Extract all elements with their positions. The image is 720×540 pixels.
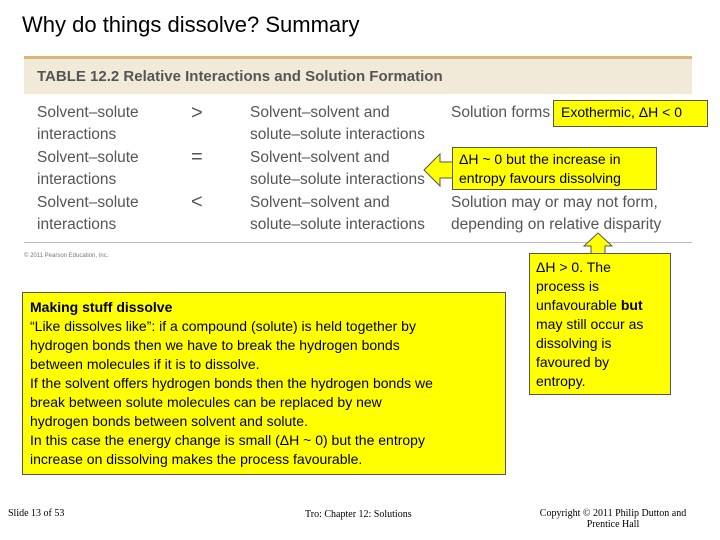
making-line3: between molecules if it is to dissolve. — [30, 356, 260, 372]
callout-positive-line2: process is — [536, 278, 600, 294]
callout-positive-line4: may still occur as — [536, 316, 644, 332]
table-header — [24, 56, 692, 94]
row1-symbol: > — [191, 102, 203, 124]
callout-positive-line1: ΔH > 0. The — [536, 259, 611, 275]
row2-mid-line1: Solvent–solvent and — [250, 149, 390, 166]
callout-positive-line5: dissolving is — [536, 335, 612, 351]
making-heading: Making stuff dissolve — [30, 299, 173, 315]
row3-symbol: < — [191, 191, 203, 213]
row3-result-line2: depending on relative disparity — [451, 216, 662, 233]
row1-mid-line1: Solvent–solvent and — [250, 104, 390, 121]
callout-positive-unfavourable: unfavourable — [536, 297, 617, 313]
row1-left — [37, 102, 139, 146]
row2-left-line1: Solvent–solute — [37, 149, 139, 166]
row1-mid-line2: solute–solute interactions — [250, 126, 425, 143]
row2-symbol: = — [191, 146, 203, 168]
row3-result — [451, 192, 661, 236]
making-line1: “Like dissolves like”: if a compound (solute) is held together by — [30, 318, 416, 334]
row3-left — [37, 192, 139, 236]
row2-left — [37, 147, 139, 191]
callout-positive-line6: favoured by — [536, 354, 610, 370]
row3-mid-line1: Solvent–solvent and — [250, 194, 390, 211]
row3-result-line1: Solution may or may not form, — [451, 194, 658, 211]
table-copyright: © 2011 Pearson Education, Inc. — [24, 253, 109, 259]
footer-chapter: Tro: Chapter 12: Solutions — [305, 509, 412, 520]
callout-zero — [452, 147, 657, 190]
row3-mid-line2: solute–solute interactions — [250, 216, 425, 233]
callout-zero-line1: ΔH ~ 0 but the increase in — [459, 151, 621, 167]
row1-mid — [250, 102, 425, 146]
row1-left-line1: Solvent–solute — [37, 104, 139, 121]
row2-mid-line2: solute–solute interactions — [250, 171, 425, 188]
callout-positive — [529, 253, 671, 395]
table-caption: TABLE 12.2 Relative Interactions and Solution Formation — [37, 68, 443, 85]
callout-positive-line7: entropy. — [536, 373, 586, 389]
making-line5: break between solute molecules can be replaced by new — [30, 394, 382, 410]
footer-copyright-line2: Prentice Hall — [586, 519, 640, 530]
callout-positive-but: but — [620, 297, 643, 313]
callout-zero-line2: entropy favours dissolving — [459, 170, 621, 186]
making-line7: In this case the energy change is small (ΔH ~ 0) but the entropy — [30, 432, 425, 448]
row3-left-line2: interactions — [37, 216, 117, 233]
footer-copyright — [538, 508, 688, 530]
row1-result: Solution forms — [451, 104, 551, 121]
making-line4: If the solvent offers hydrogen bonds then the hydrogen bonds we — [30, 375, 433, 391]
making-line8: increase on dissolving makes the process favourable. — [30, 451, 363, 467]
making-line6: hydrogen bonds between solvent and solute. — [30, 413, 308, 429]
making-dissolve-box — [22, 292, 506, 475]
slide-title: Why do things dissolve? Summary — [22, 12, 360, 37]
row1-left-line2: interactions — [37, 126, 117, 143]
callout-positive-line3 — [536, 296, 670, 315]
row3-left-line1: Solvent–solute — [37, 194, 139, 211]
callout-exothermic: Exothermic, ΔH < 0 — [553, 100, 708, 127]
making-line2: hydrogen bonds then we have to break the hydrogen bonds — [30, 337, 400, 353]
footer-copyright-line1: Copyright © 2011 Philip Dutton and — [539, 508, 687, 519]
row2-left-line2: interactions — [37, 171, 117, 188]
row2-mid — [250, 147, 425, 191]
footer-slide-number: Slide 13 of 53 — [8, 508, 65, 519]
row3-mid — [250, 192, 425, 236]
